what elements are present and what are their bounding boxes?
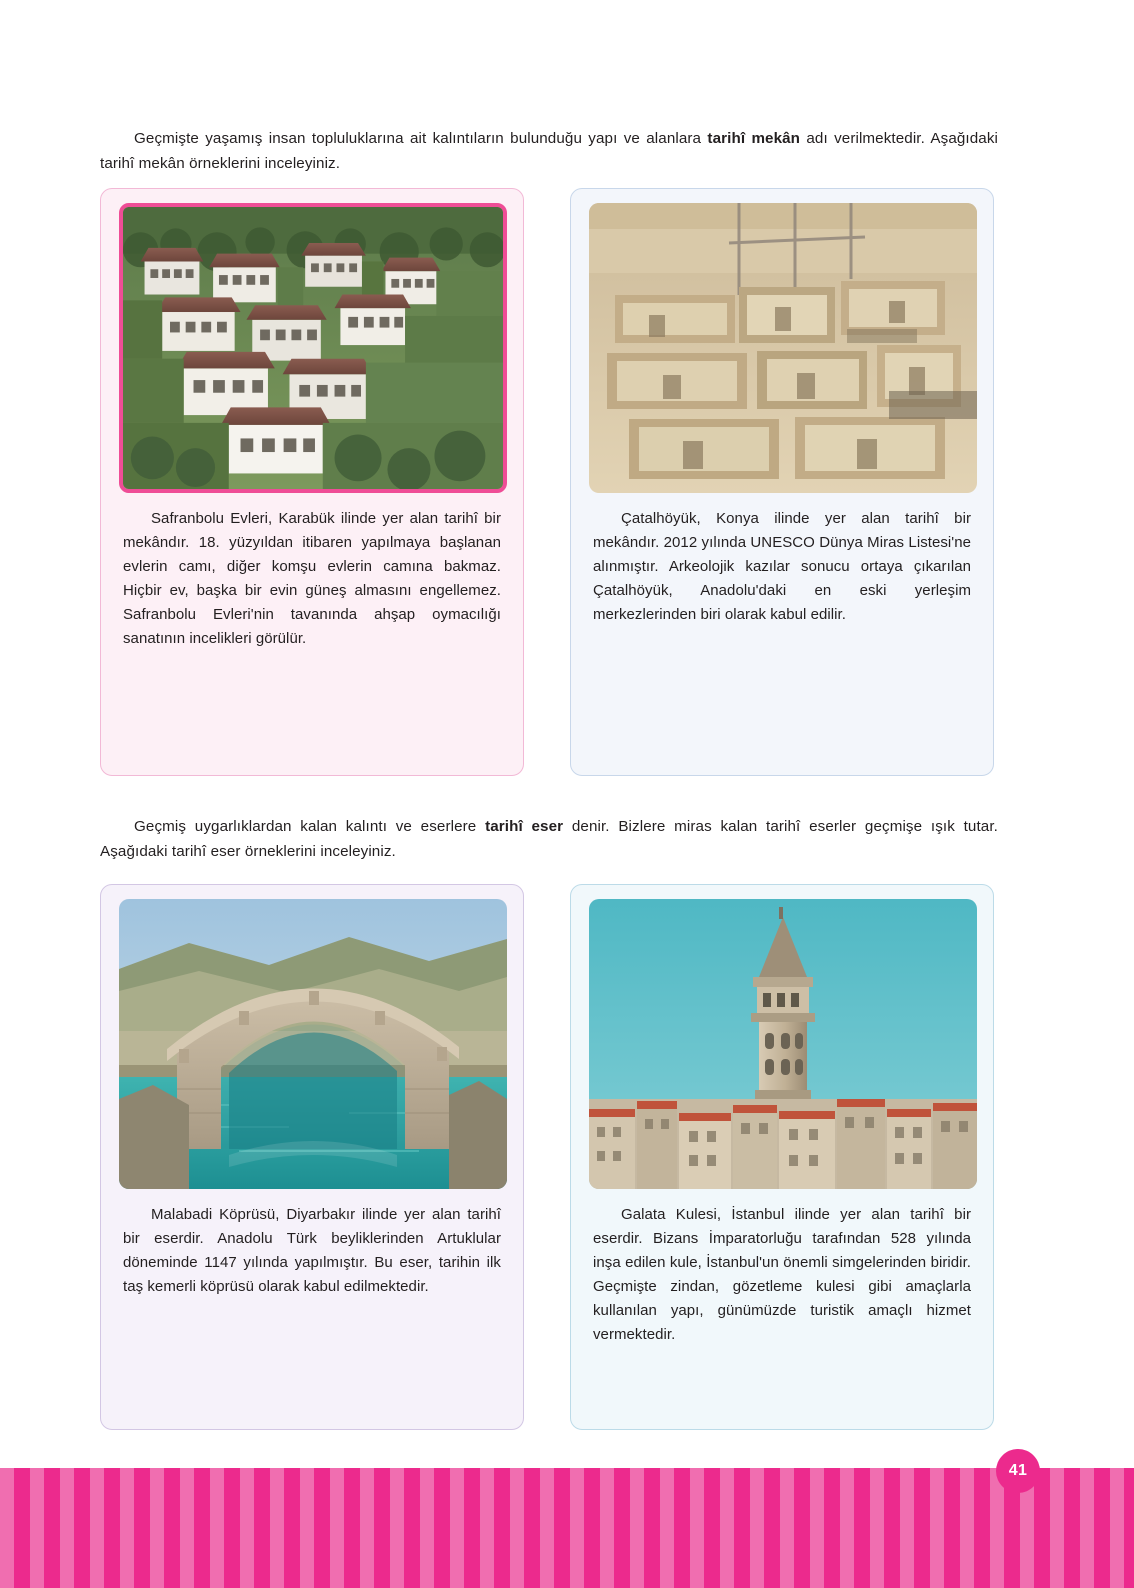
caption-catalhoyuk-text: Çatalhöyük, Konya ilinde yer alan tarihî bir mekândır. 2012 yılında UNESCO Dünya Miras Listesi'ne alınmıştır. Arkeolojik kazılar sonucu ortaya çıkarılan Çatalhöyük, Anadolu'daki en eski yerleşim merkezlerinden biri olarak kabul edilir. bbox=[593, 510, 971, 623]
catalhoyuk-excavation-photo bbox=[589, 203, 977, 493]
intro-1-bold-term: tarihî mekân bbox=[707, 130, 801, 148]
card-catalhoyuk bbox=[570, 188, 994, 776]
footer-stripes bbox=[0, 1468, 1134, 1588]
caption-galata-text: Galata Kulesi, İstanbul ilinde yer alan tarihî bir eserdir. Bizans İmparatorluğu tarafından 528 yılında inşa edilen kule, İstanbul'un önemli simgelerinden biridir. Geçmişte zindan, gözetleme kulesi gibi amaçlarla kullanılan yapı, günümüzde turistik amaçlı hizmet vermektedir. bbox=[593, 1206, 971, 1343]
intro-2-text-after: denir. Bizlere miras kalan tarihî eserler geçmişe ışık tutar. Aşağıdaki tarihî eser örneklerini inceleyiniz. bbox=[100, 818, 998, 860]
malabadi-bridge-photo bbox=[119, 899, 507, 1189]
caption-galata bbox=[593, 1203, 971, 1347]
card-safranbolu bbox=[100, 188, 524, 776]
caption-safranbolu bbox=[123, 507, 501, 651]
caption-safranbolu-text: Safranbolu Evleri, Karabük ilinde yer alan tarihî bir mekândır. 18. yüzyıldan itibaren yapılmaya başlanan evlerin camı, diğer komşu evlerin camına bakmaz. Hiçbir ev, başka bir evin güneş almasını engellemez. Safranbolu Evleri'nin tavanında ahşap oymacılığı sanatının incelikleri görülür. bbox=[123, 510, 501, 647]
card-malabadi bbox=[100, 884, 524, 1430]
caption-catalhoyuk bbox=[593, 507, 971, 627]
intro-1-text-before: Geçmişte yaşamış insan topluluklarına ait kalıntıların bulunduğu yapı ve alanlara bbox=[134, 130, 708, 148]
safranbolu-houses-photo bbox=[119, 203, 507, 493]
intro-2-bold-term: tarihî eser bbox=[485, 818, 564, 836]
intro-paragraph-1 bbox=[100, 127, 998, 176]
card-galata bbox=[570, 884, 994, 1430]
footer-decorative-band bbox=[0, 1468, 1134, 1588]
page-number: 41 bbox=[996, 1449, 1040, 1493]
intro-1-text-after: adı verilmektedir. Aşağıdaki tarihî mekân örneklerini inceleyiniz. bbox=[100, 130, 999, 172]
intro-2-text-before: Geçmiş uygarlıklardan kalan kalıntı ve eserlere bbox=[134, 818, 486, 836]
caption-malabadi-text: Malabadi Köprüsü, Diyarbakır ilinde yer alan tarihî bir eserdir. Anadolu Türk beyliklerinden Artuklular döneminde 1147 yılında yapılmıştır. Bu eser, tarihin ilk taş kemerli köprüsü olarak kabul edilmektedir. bbox=[123, 1206, 501, 1295]
caption-malabadi bbox=[123, 1203, 501, 1299]
galata-tower-photo bbox=[589, 899, 977, 1189]
intro-paragraph-2 bbox=[100, 815, 998, 864]
